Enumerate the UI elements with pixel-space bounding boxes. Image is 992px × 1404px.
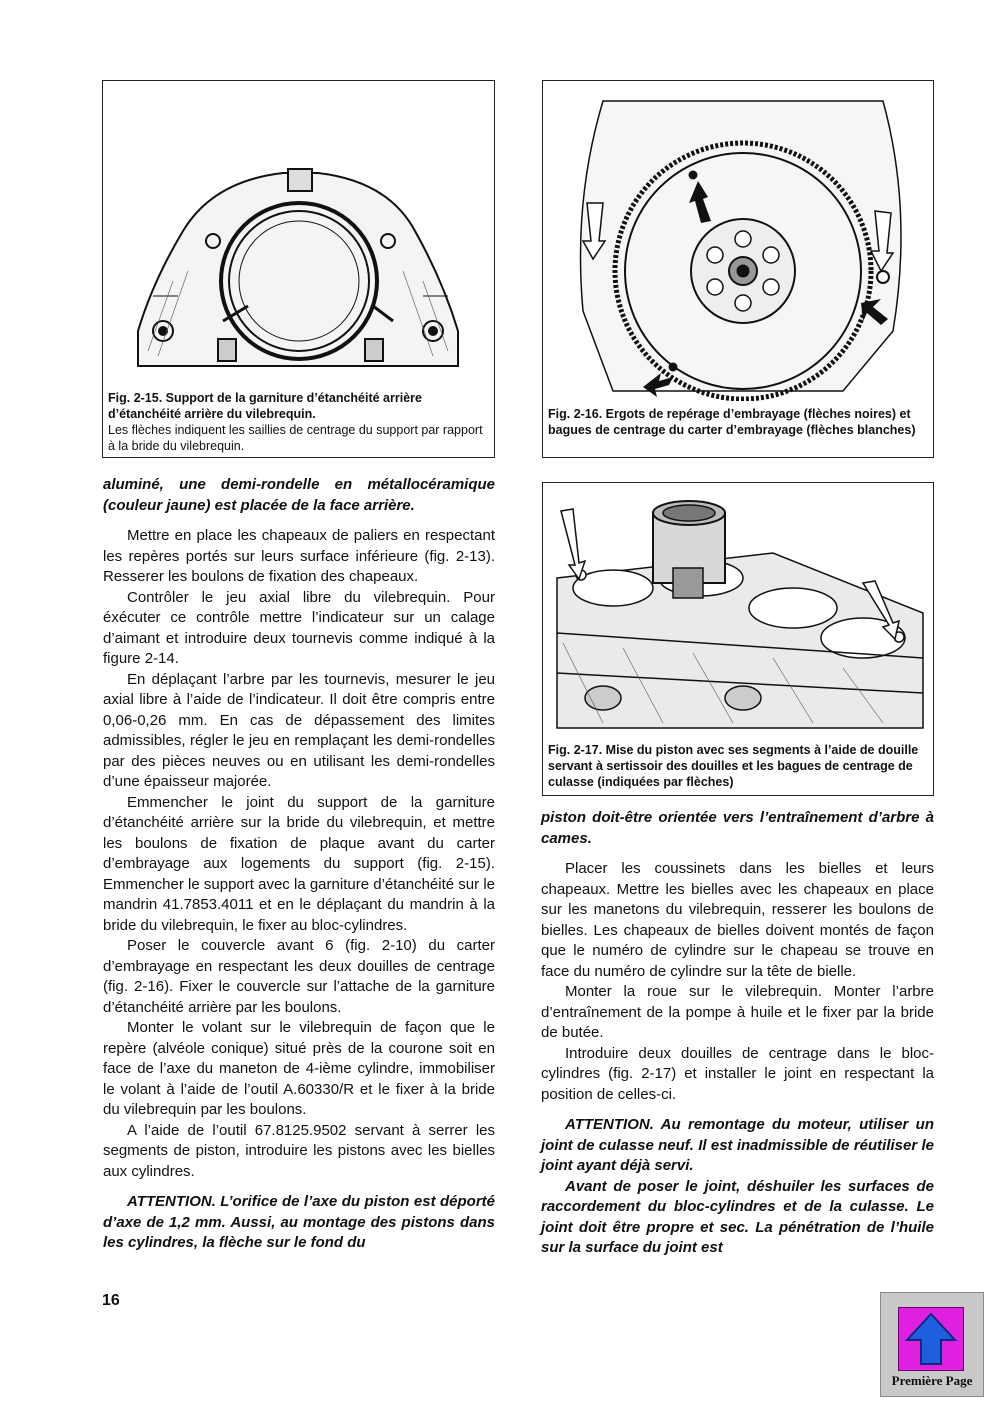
- left-text-column: [103, 475, 495, 1254]
- figure-2-15-text: Les flèches indiquent les saillies de centrage du support par rapport à la bride du vilebrequin.: [108, 423, 483, 453]
- figure-2-15-caption: [108, 390, 488, 454]
- figure-2-15-title: Fig. 2-15. Support de la garniture d’étanchéité arrière d’étanchéité arrière du vilebrequin.: [108, 391, 422, 421]
- paragraph: En déplaçant l’arbre par les tournevis, mesurer le jeu axial libre à l’aide de l’indicateur. Il doit être compris entre 0,06-0,26 mm. En cas de dépassement des limites admissibles, régler le jeu en remplaçant les demi-rondelles par des pièces neuves ou en utilisant les demi-rondelles d’une épaisseur majorée.: [103, 670, 495, 790]
- figure-2-17-title: Fig. 2-17. Mise du piston avec ses segments à l’aide de douille servant à sertissoir des douilles et les bagues de centrage de culasse (indiquées par flèches): [548, 743, 919, 789]
- figure-2-15: [102, 80, 495, 458]
- paragraph: Avant de poser le joint, déshuiler les surfaces de raccordement du bloc-cylindres et de la culasse. Le joint doit être propre et sec. La pénétration de l’huile sur la surface du joint est: [541, 1177, 934, 1256]
- paragraph: piston doit-être orientée vers l’entraînement d’arbre à cames.: [541, 809, 934, 847]
- paragraph: aluminé, une demi-rondelle en métallocéramique (couleur jaune) est placée de la face arrière.: [103, 476, 495, 514]
- first-page-button[interactable]: [880, 1292, 984, 1397]
- figure-2-16-title: Fig. 2-16. Ergots de repérage d’embrayage (flèches noires) et bagues de centrage du carter d’embrayage (flèches blanches): [548, 407, 916, 437]
- cylinder-block-illustration: [543, 483, 933, 738]
- rear-seal-support-illustration: [103, 81, 494, 381]
- paragraph: ATTENTION. L’orifice de l’axe du piston est déporté d’axe de 1,2 mm. Aussi, au montage des pistons dans les cylindres, la flèche sur le fond du: [103, 1193, 495, 1251]
- figure-2-16-caption: [548, 406, 930, 438]
- paragraph: Mettre en place les chapeaux de paliers en respectant les repères portés sur leurs surface inférieure (fig. 2-13). Resserer les boulons de fixation des chapeaux.: [103, 527, 495, 585]
- figure-2-17: [542, 482, 934, 796]
- paragraph: Introduire deux douilles de centrage dans le bloc-cylindres (fig. 2-17) et installer le joint en respectant la position de celles-ci.: [541, 1044, 934, 1103]
- figure-2-17-caption: [548, 742, 930, 790]
- paragraph: Emmencher le joint du support de la garniture d’étanchéité arrière sur la bride du vilebrequin, et mettre les boulons de fixation de plaque avant du carter d’embrayage aux logements du support (fig. 2-15). Emmencher le support avec la garniture d’étanchéité sur le mandrin 41.7853.4011 et en le déplaçant du mandrin à la bride du vilebrequin, le fixer au bloc-cylindres.: [103, 793, 495, 934]
- flywheel-illustration: [543, 81, 933, 401]
- paragraph: Contrôler le jeu axial libre du vilebrequin. Pour éxécuter ce contrôle mettre l’indicateur sur un calage d’aimant et introduire deux tournevis comme indiqué à la figure 2-14.: [103, 588, 495, 667]
- paragraph: Placer les coussinets dans les bielles et leurs chapeaux. Mettre les bielles avec les chapeaux en place sur les manetons du vilebrequin, resserer les boulons de bielles. Les chapeaux de bielles doivent montés de façon que le numéro de cylindre sur le chapeau se trouve en face du numéro de cylindre sur la tête de bielle.: [541, 860, 934, 980]
- paragraph: A l’aide de l’outil 67.8125.9502 servant à serrer les segments de piston, introduire les pistons avec les bielles aux cylindres.: [103, 1121, 495, 1180]
- figure-2-16: [542, 80, 934, 458]
- paragraph: ATTENTION. Au remontage du moteur, utiliser un joint de culasse neuf. Il est inadmissible de réutiliser le joint ayant déjà servi.: [541, 1116, 934, 1174]
- paragraph: Monter le volant sur le vilebrequin de façon que le repère (alvéole conique) situé près de la courone soit en face de l’axe du maneton de 4-ième cylindre, immobiliser le volant à l’aide de l’outil A.60330/R et le fixer à la bride du vilebrequin par les boulons.: [103, 1019, 495, 1118]
- up-arrow-icon: [899, 1308, 963, 1370]
- right-text-column: [541, 808, 934, 1259]
- paragraph: Poser le couvercle avant 6 (fig. 2-10) du carter d’embrayage en respectant les deux douilles de centrage (fig. 2-16). Fixer le couvercle sur l’attache de la garniture d’étanchéité arrière par les boulons.: [103, 937, 495, 1016]
- button-face: [898, 1307, 964, 1371]
- page-number: 16: [102, 1292, 120, 1309]
- first-page-label: Première Page: [891, 1373, 973, 1388]
- paragraph: Monter la roue sur le vilebrequin. Monter l’arbre d’entraînement de la pompe à huile et le fixer par la bride de butée.: [541, 983, 934, 1041]
